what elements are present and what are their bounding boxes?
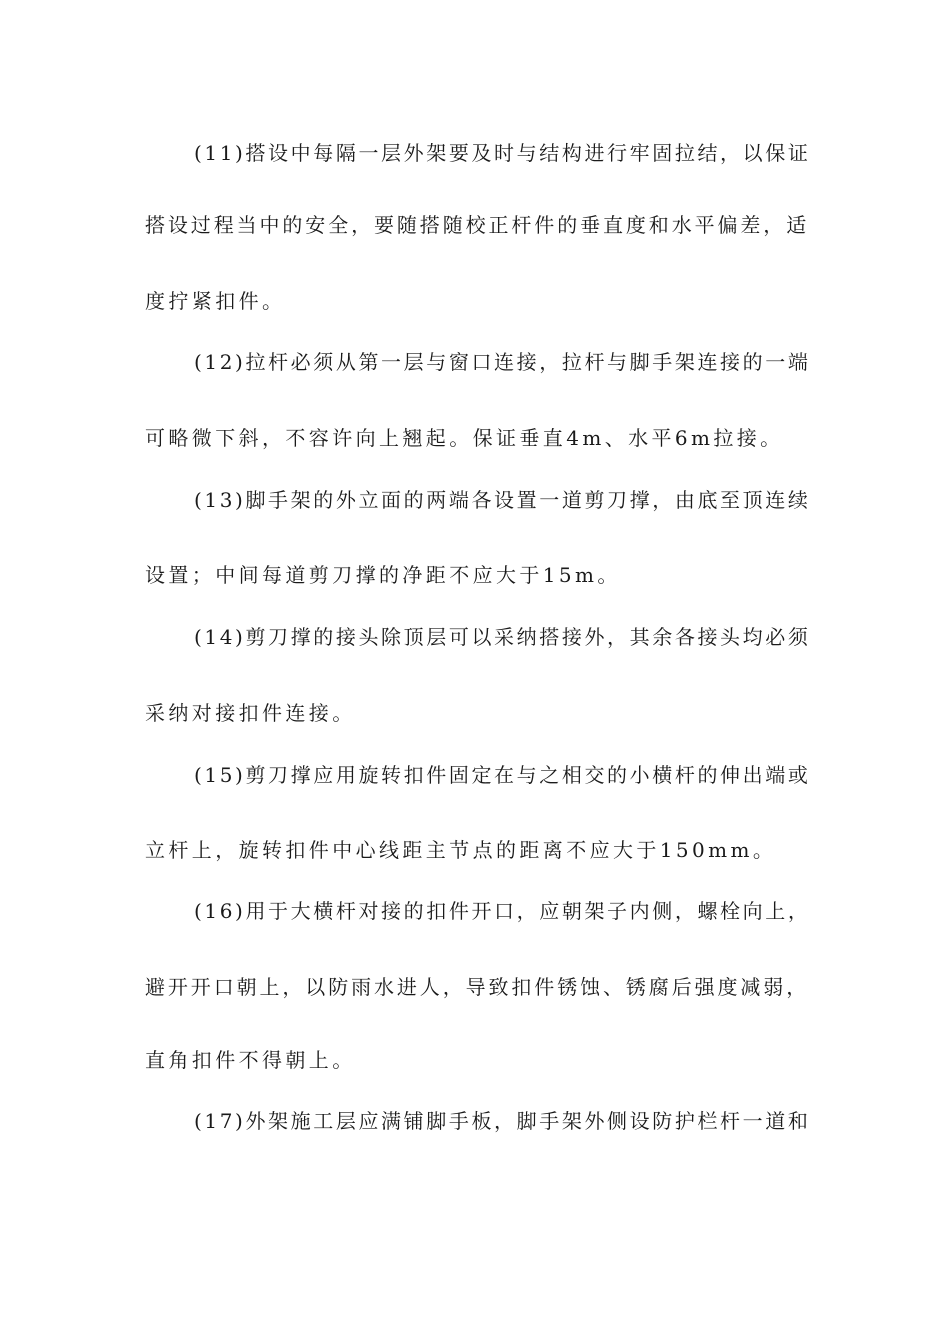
- text-line: (13)脚手架的外立面的两端各设置一道剪刀撑，由底至顶连续: [194, 488, 811, 512]
- text-line: 直角扣件不得朝上。: [145, 1048, 356, 1072]
- text-line: (11)搭设中每隔一层外架要及时与结构进行牢固拉结，以保证: [194, 141, 811, 165]
- text-line: 度拧紧扣件。: [145, 289, 286, 313]
- text-line: (15)剪刀撑应用旋转扣件固定在与之相交的小横杆的伸出端或: [194, 763, 811, 787]
- text-line: 立杆上，旋转扣件中心线距主节点的距离不应大于150mm。: [145, 838, 777, 862]
- text-line: (14)剪刀撑的接头除顶层可以采纳搭接外，其余各接头均必须: [194, 625, 811, 649]
- text-line: 搭设过程当中的安全，要随搭随校正杆件的垂直度和水平偏差，适: [145, 213, 810, 237]
- text-line: 避开开口朝上，以防雨水进人，导致扣件锈蚀、锈腐后强度减弱，: [145, 975, 810, 999]
- text-line: (16)用于大横杆对接的扣件开口，应朝架子内侧，螺栓向上，: [194, 899, 811, 923]
- text-line: 采纳对接扣件连接。: [145, 701, 356, 725]
- text-line: (12)拉杆必须从第一层与窗口连接，拉杆与脚手架连接的一端: [194, 350, 811, 374]
- text-line: 设置；中间每道剪刀撑的净距不应大于15m。: [145, 563, 621, 587]
- text-line: 可略微下斜，不容许向上翘起。保证垂直4m、水平6m拉接。: [145, 426, 784, 450]
- text-line: (17)外架施工层应满铺脚手板，脚手架外侧设防护栏杆一道和: [194, 1109, 811, 1133]
